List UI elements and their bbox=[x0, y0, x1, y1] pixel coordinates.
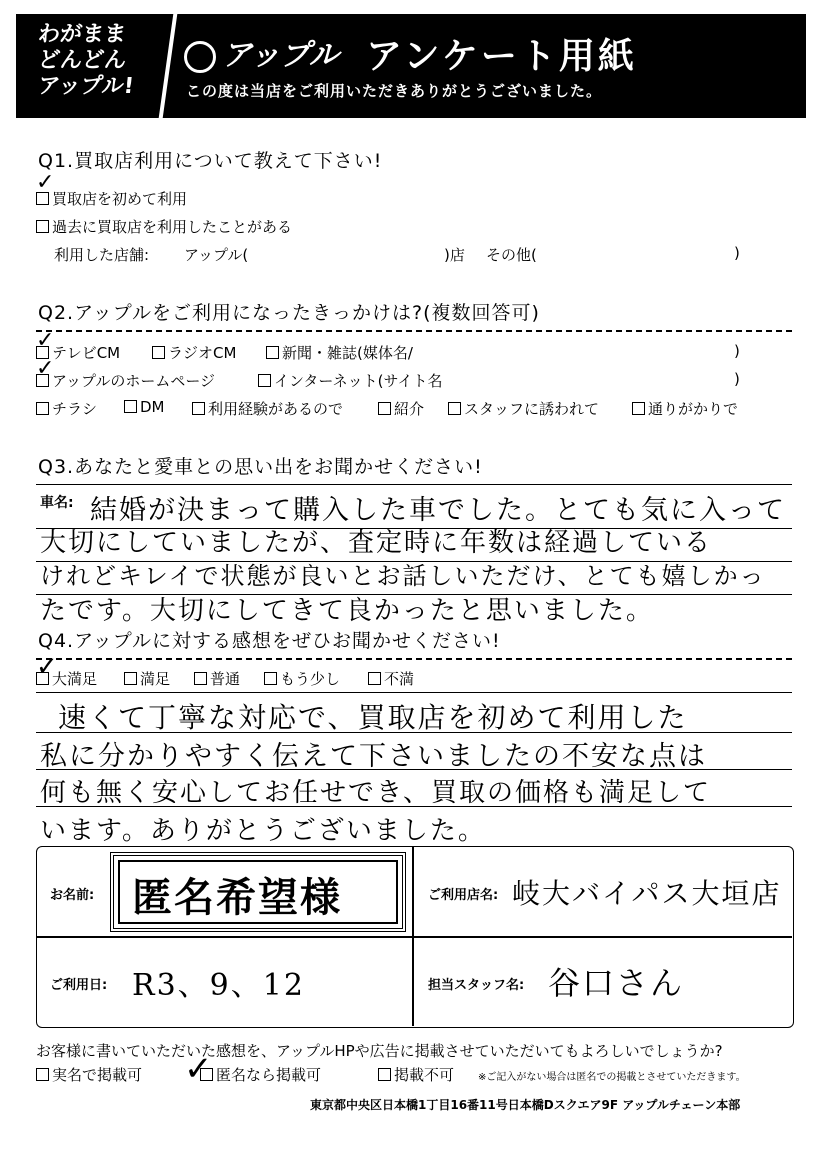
q4-rating-could-improve[interactable] bbox=[264, 668, 340, 689]
name-label: お名前: bbox=[50, 888, 95, 903]
staff-name-label: 担当スタッフ名: bbox=[428, 978, 525, 993]
brand-logo bbox=[184, 30, 339, 74]
check-mark-icon: ✓ bbox=[184, 1049, 213, 1089]
check-mark-icon: ✓ bbox=[36, 652, 58, 682]
store-line-apple: アップル( bbox=[184, 246, 249, 264]
divider bbox=[36, 692, 792, 693]
option-label: インターネット(サイト名 bbox=[274, 372, 443, 390]
option-label: アップルのホームページ bbox=[52, 372, 216, 390]
checkbox[interactable] bbox=[152, 346, 165, 359]
brand-name: アップル bbox=[222, 38, 339, 73]
option-label: もう少し bbox=[280, 670, 341, 688]
q2-option-radio-cm[interactable] bbox=[152, 342, 236, 363]
checkbox[interactable] bbox=[632, 402, 645, 415]
option-label: 紹介 bbox=[394, 400, 425, 418]
row2-close: ) bbox=[734, 370, 740, 388]
q4-rating-dissatisfied[interactable] bbox=[368, 668, 414, 689]
q4-rating-satisfied[interactable] bbox=[124, 668, 170, 689]
q2-option-referral[interactable] bbox=[378, 398, 424, 419]
anonymous-stamp-text: 匿名希望様 bbox=[132, 874, 342, 921]
checkbox[interactable] bbox=[264, 672, 277, 685]
q1-option-returning[interactable] bbox=[36, 216, 292, 237]
option-label: チラシ bbox=[52, 400, 98, 418]
checkbox[interactable] bbox=[36, 220, 49, 233]
consent-option-not-allowed[interactable] bbox=[378, 1064, 454, 1085]
checkbox[interactable] bbox=[378, 1068, 391, 1081]
q1-option-first-time[interactable] bbox=[36, 188, 187, 209]
checkbox[interactable] bbox=[36, 1068, 49, 1081]
check-mark-icon: ✓ bbox=[36, 328, 55, 353]
option-label: テレビCM bbox=[52, 344, 121, 362]
checkbox[interactable] bbox=[36, 402, 49, 415]
option-label: 新聞・雑誌(媒体名/ bbox=[282, 344, 413, 362]
header-banner bbox=[16, 14, 806, 118]
store-name-value: 岐大バイパス大垣店 bbox=[512, 877, 782, 910]
q2-option-dm[interactable] bbox=[124, 398, 165, 416]
q2-option-homepage[interactable] bbox=[36, 370, 215, 391]
option-label: 不満 bbox=[384, 670, 415, 688]
q1-store-line bbox=[54, 244, 149, 265]
q1-title: Q1.買取店利用について教えて下さい! bbox=[38, 150, 383, 172]
consent-option-real-name[interactable] bbox=[36, 1064, 142, 1085]
checkbox[interactable] bbox=[448, 402, 461, 415]
document-title: アンケート用紙 bbox=[366, 36, 637, 77]
staff-name-value: 谷口さん bbox=[548, 964, 685, 1002]
option-label: 満足 bbox=[140, 670, 171, 688]
q3-handwritten-line-3: けれどキレイで状態が良いとお話しいただけ、とても嬉しかっ bbox=[40, 562, 766, 590]
consent-note: ※ご記入がない場合は匿名での掲載とさせていただきます。 bbox=[478, 1072, 746, 1083]
option-label: 過去に買取店を利用したことがある bbox=[52, 218, 293, 236]
q4-handwritten-line-3: 何も無く安心してお任せでき、買取の価格も満足して bbox=[40, 778, 711, 808]
option-label: ラジオCM bbox=[168, 344, 237, 362]
option-label: 利用経験があるので bbox=[208, 400, 344, 418]
apple-logo-icon bbox=[184, 41, 216, 73]
info-horizontal-divider bbox=[36, 936, 792, 938]
q2-option-passing-by[interactable] bbox=[632, 398, 738, 419]
option-label: 掲載不可 bbox=[394, 1066, 455, 1084]
q4-rating-neutral[interactable] bbox=[194, 668, 240, 689]
head-office-address: 東京都中央区日本橋1丁目16番11号日本橋Dスクエア9F アップルチェーン本部 bbox=[310, 1098, 741, 1112]
slogan-line-1: わがまま bbox=[36, 22, 128, 47]
q4-handwritten-line-4: います。ありがとうございました。 bbox=[40, 816, 486, 846]
usage-date-value: R3、9、12 bbox=[132, 968, 305, 1003]
q4-handwritten-line-2: 私に分かりやすく伝えて下さいましたの不安な点は bbox=[40, 741, 707, 772]
divider bbox=[36, 330, 792, 332]
option-label: DM bbox=[140, 398, 165, 416]
store-line-prefix: 利用した店舗: bbox=[54, 246, 150, 264]
publication-consent-question: お客様に書いていただいた感想を、アップルHPや広告に掲載させていただいてもよろしいでしょうか? bbox=[36, 1042, 723, 1060]
option-label: 買取店を初めて利用 bbox=[52, 190, 188, 208]
checkbox[interactable] bbox=[124, 400, 137, 413]
divider bbox=[36, 658, 792, 660]
q2-option-experience[interactable] bbox=[192, 398, 343, 419]
checkbox[interactable] bbox=[368, 672, 381, 685]
q3-title: Q3.あなたと愛車との思い出をお聞かせください! bbox=[38, 456, 483, 478]
store-line-shop-suffix: )店 bbox=[444, 246, 465, 264]
consent-option-anonymous[interactable] bbox=[200, 1064, 321, 1085]
document-subtitle: この度は当店をご利用いただきありがとうございました。 bbox=[186, 82, 603, 100]
q2-title: Q2.アップルをご利用になったきっかけは?(複数回答可) bbox=[38, 302, 540, 324]
option-label: 通りがかりで bbox=[648, 400, 739, 418]
usage-date-label: ご利用日: bbox=[50, 978, 108, 993]
q3-handwritten-line-1: 結婚が決まって購入した車でした。とても気に入って bbox=[90, 495, 786, 526]
checkbox[interactable] bbox=[258, 374, 271, 387]
checkbox[interactable] bbox=[192, 402, 205, 415]
option-label: 匿名なら掲載可 bbox=[216, 1066, 322, 1084]
store-line-close: ) bbox=[734, 244, 740, 262]
checkbox[interactable] bbox=[266, 346, 279, 359]
q3-handwritten-line-4: たです。大切にしてきて良かったと思いました。 bbox=[40, 596, 654, 626]
q4-title: Q4.アップルに対する感想をぜひお聞かせください! bbox=[38, 630, 501, 652]
q2-option-newspaper[interactable] bbox=[266, 342, 413, 363]
store-line-other: その他( bbox=[486, 246, 537, 264]
check-mark-icon: ✓ bbox=[36, 356, 55, 381]
checkbox[interactable] bbox=[124, 672, 137, 685]
q2-option-internet[interactable] bbox=[258, 370, 442, 391]
q3-handwritten-line-2: 大切にしていましたが、査定時に年数は経過している bbox=[40, 528, 713, 558]
car-name-label: 車名: bbox=[40, 495, 74, 511]
check-mark-icon: ✓ bbox=[36, 170, 55, 195]
slogan bbox=[38, 22, 168, 114]
option-label: 普通 bbox=[210, 670, 241, 688]
q2-option-flyer[interactable] bbox=[36, 398, 97, 419]
q2-option-staff-invite[interactable] bbox=[448, 398, 599, 419]
option-label: 大満足 bbox=[52, 670, 98, 688]
row1-close: ) bbox=[734, 342, 740, 360]
slogan-line-2: どんどん bbox=[36, 48, 128, 73]
option-label: 実名で掲載可 bbox=[52, 1066, 143, 1084]
checkbox[interactable] bbox=[194, 672, 207, 685]
divider bbox=[36, 484, 792, 485]
store-name-label: ご利用店名: bbox=[428, 888, 499, 903]
checkbox[interactable] bbox=[378, 402, 391, 415]
option-label: スタッフに誘われて bbox=[464, 400, 600, 418]
q4-handwritten-line-1: 速くて丁寧な対応で、買取店を初めて利用した bbox=[58, 701, 688, 734]
slogan-line-3: アップル! bbox=[36, 74, 135, 99]
